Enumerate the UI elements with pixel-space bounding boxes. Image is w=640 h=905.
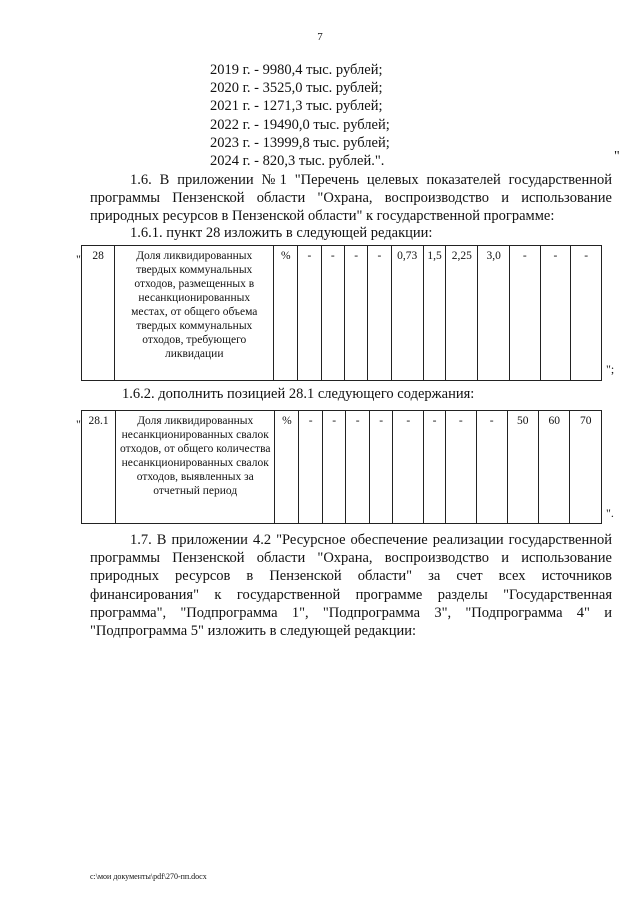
table2-open-quote: " xyxy=(76,417,81,431)
footer-file-path: c:\мои документы\pdf\270-пп.docx xyxy=(90,872,207,881)
indicator-name: Доля ликвидированных несанкционированных свалок отходов, от общего количества несанкционированных свалок отходов, выявленных за отчетный период xyxy=(116,411,275,524)
indicator-value: 2,25 xyxy=(446,246,478,381)
indicator-value: - xyxy=(298,246,321,381)
indicator-unit: % xyxy=(275,411,299,524)
indicator-number: 28.1 xyxy=(82,411,116,524)
indicator-name: Доля ликвидированных твердых коммунальных отходов, размещенных в несанкционированных местах, от общего объема твердых коммунальных отходов, требующего ликвидации xyxy=(115,246,274,381)
indicator-value: - xyxy=(424,411,446,524)
financing-line: 2020 г. - 3525,0 тыс. рублей; xyxy=(210,80,383,97)
indicator-value: - xyxy=(346,411,369,524)
table1-close: "; xyxy=(606,362,615,376)
paragraph-1-7: 1.7. В приложении 4.2 "Ресурсное обеспечение реализации государственной программы Пензенской области "Охрана, воспроизводство и использование природных ресурсов в Пензенской области" за счет всех источников финансирования" к государственной программе разделы "Государственная программа", "Подпрограмма 1", "Подпрограмма 3", "Подпрограмма 4" и "Подпрограмма 5" изложить в следующей редакции: xyxy=(90,532,612,640)
indicator-value: - xyxy=(321,246,344,381)
financing-line: 2021 г. - 1271,3 тыс. рублей; xyxy=(210,98,383,115)
paragraph-1-6-1: 1.6.1. пункт 28 изложить в следующей редакции: xyxy=(130,225,433,241)
indicator-table-28 xyxy=(81,245,602,381)
indicator-value: - xyxy=(322,411,345,524)
indicator-table-28-1 xyxy=(81,410,602,524)
financing-line: 2024 г. - 820,3 тыс. рублей.". xyxy=(210,153,385,170)
financing-by-year xyxy=(210,61,390,170)
page-number: 7 xyxy=(317,31,323,43)
indicator-value: 0,73 xyxy=(391,246,423,381)
indicator-value: 50 xyxy=(507,411,538,524)
table1-open-quote: " xyxy=(76,252,81,266)
closing-quote: " xyxy=(614,149,620,164)
indicator-value: - xyxy=(509,246,540,381)
indicator-value: - xyxy=(369,411,392,524)
indicator-value: 3,0 xyxy=(478,246,510,381)
indicator-value: - xyxy=(476,411,507,524)
financing-line: 2023 г. - 13999,8 тыс. рублей; xyxy=(210,134,390,151)
indicator-value: - xyxy=(540,246,571,381)
indicator-unit: % xyxy=(274,246,298,381)
table2-close: ". xyxy=(606,506,614,520)
indicator-value: 60 xyxy=(538,411,569,524)
indicator-value: - xyxy=(344,246,367,381)
financing-line: 2019 г. - 9980,4 тыс. рублей; xyxy=(210,62,383,78)
indicator-value: - xyxy=(445,411,476,524)
indicator-value: - xyxy=(571,246,602,381)
paragraph-1-6: 1.6. В приложении №1 "Перечень целевых показателей государственной программы Пензенской области "Охрана, воспроизводство и использование природных ресурсов в Пензенской области" к государственной программе: xyxy=(90,172,612,225)
financing-line: 2022 г. - 19490,0 тыс. рублей; xyxy=(210,116,390,133)
indicator-value: 70 xyxy=(570,411,602,524)
table-row xyxy=(82,411,602,524)
indicator-value: - xyxy=(368,246,391,381)
indicator-value: - xyxy=(393,411,424,524)
paragraph-1-6-2: 1.6.2. дополнить позицией 28.1 следующего содержания: xyxy=(122,386,475,402)
indicator-value: - xyxy=(299,411,322,524)
table-row xyxy=(82,246,602,381)
indicator-number: 28 xyxy=(82,246,115,381)
indicator-value: 1,5 xyxy=(423,246,445,381)
